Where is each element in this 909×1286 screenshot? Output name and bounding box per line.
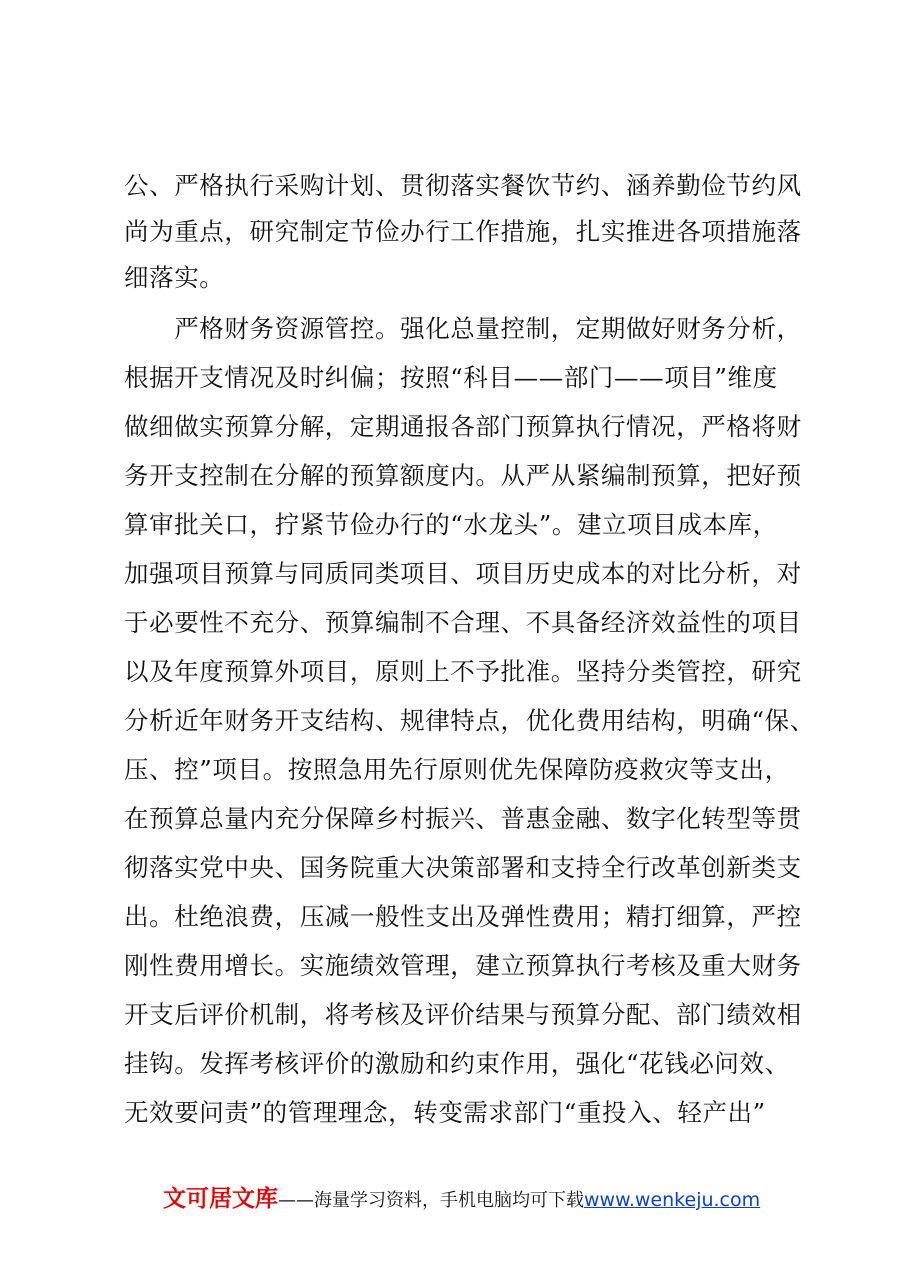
text-line: 细落实。 [124,263,225,292]
text-line: 公、严格执行采购计划、贯彻落实餐饮节约、涵养勤俭节约风 [124,171,802,200]
text-line: 于必要性不充分、预算编制不合理、不具备经济效益性的项目 [124,608,802,637]
text-line: 分析近年财务开支结构、规律特点，优化费用结构，明确“保、 [124,706,815,735]
text-line: 根据开支情况及时纠偏；按照“科目——部门——项目”维度 [124,363,778,392]
footer-tagline: ——海量学习资料，手机电脑均可下载 [278,1190,584,1211]
text-line: 算审批关口，拧紧节俭办行的“水龙头”。建立项目成本库， [124,510,778,539]
footer-website-link[interactable]: www.wenkeju.com [584,1189,761,1211]
text-line: 挂钩。发挥考核评价的激励和约束作用，强化“花钱必问效、 [124,1049,790,1078]
footer-banner [163,1180,760,1213]
text-line: 开支后评价机制，将考核及评价结果与预算分配、部门绩效相 [124,1000,802,1029]
text-line: 以及年度预算外项目，原则上不予批准。坚持分类管控，研究 [124,657,802,686]
footer-brand: 文可居文库 [163,1186,278,1212]
text-line: 彻落实党中央、国务院重大决策部署和支持全行改革创新类支 [124,853,802,882]
paragraph-heading-line: 严格财务资源管控。强化总量控制，定期做好财务分析， [124,314,802,343]
text-line: 尚为重点，研究制定节俭办行工作措施，扎实推进各项措施落 [124,217,802,246]
text-line: 做细做实预算分解，定期通报各部门预算执行情况，严格将财 [124,412,802,441]
text-line: 压、控”项目。按照急用先行原则优先保障防疫救灾等支出， [124,755,790,784]
text-line: 在预算总量内充分保障乡村振兴、普惠金融、数字化转型等贯 [124,804,802,833]
text-line: 无效要问责”的管理理念，转变需求部门“重投入、轻产出” [124,1098,766,1127]
text-line: 出。杜绝浪费，压减一般性支出及弹性费用；精打细算，严控 [124,902,802,931]
text-line: 刚性费用增长。实施绩效管理，建立预算执行考核及重大财务 [124,951,802,980]
text-line: 加强项目预算与同质同类项目、项目历史成本的对比分析，对 [124,559,802,588]
text-line: 务开支控制在分解的预算额度内。从严从紧编制预算，把好预 [124,461,802,490]
